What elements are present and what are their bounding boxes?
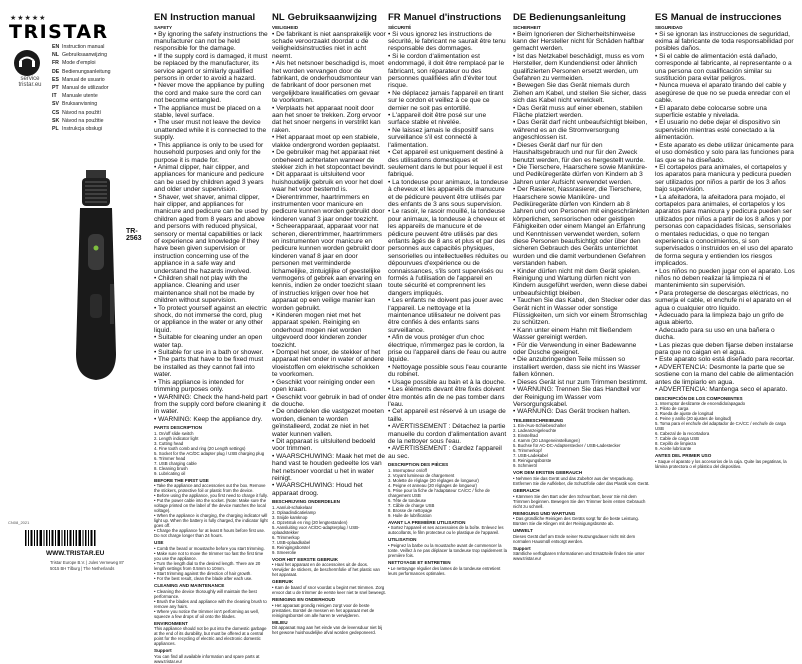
list-item: • Dieses Gerät darf nur für den Haushaltsgebrauch und nur für den Zweck benutzt werden, für den es hergestellt wurde. xyxy=(513,141,645,164)
model-number: TR-2563 xyxy=(126,228,142,242)
list-item: • Start trimming against the direction of hair growth. xyxy=(154,570,252,576)
en-before-label: BEFORE THE FIRST USE xyxy=(154,477,209,483)
de-title: Bedienungsanleitung xyxy=(529,12,626,23)
service-badge-icon xyxy=(12,48,42,78)
company-address-line1: Tristar Europe B.V. | Jules Verneweg 87 xyxy=(50,560,124,565)
language-code: CS xyxy=(52,109,60,116)
es-before-label: ANTES DEL PRIMER USO xyxy=(655,453,712,459)
nl-env-text: Dit apparaat mag aan het einde van de levensduur niet bij het gewone huishoudelijke afval worden gedeponeerd. xyxy=(272,625,383,636)
list-item: 4. Peigne et anneau (20 réglages de longueur) xyxy=(388,482,477,488)
de-cleaning-text: • Das gründliche Reinigen des Geräts sorgt für die beste Leistung. Bürsten Sie die Klingen mit der Reinigungsbürste ab. xyxy=(513,516,639,527)
language-item xyxy=(52,43,150,51)
german-column xyxy=(513,13,651,569)
nl-cleaning-text: • Het apparaat grondig reinigen zorgt voor de beste prestaties. Borstel de messen en het apparaat met de reinigingsborstel om alle haren te verwijderen. xyxy=(272,602,375,618)
manual-code: CN08_2021 xyxy=(8,520,30,525)
list-item: • Adecuado para su uso en una bañera o ducha. xyxy=(655,326,775,342)
list-item: 8. Brosse de nettoyage xyxy=(388,507,433,513)
list-item: • Ne laissez jamais le dispositif sans surveillance s'il est connecté à l'alimentation. xyxy=(388,126,494,149)
list-item: • The appliance must be placed on a stable, level surface. xyxy=(154,104,261,120)
list-item: 9. Huile de lubrification xyxy=(388,512,432,518)
list-item: • Cet appareil est uniquement destiné à des utilisations domestiques et seulement dans le but pour lequel il est fabriqué. xyxy=(388,149,504,179)
language-label: Instrukcja obsługi xyxy=(62,125,103,132)
language-code: FR xyxy=(52,60,59,67)
list-item: • Geschikt voor gebruik in bad of onder de douche. xyxy=(272,393,386,408)
list-item: 3. Cutting head xyxy=(154,440,184,446)
de-use-text: • Kämmen Sie den Bart oder den Schnurrbart, bevor Sie mit dem Trimmen beginnen. Bewegen Sie den Trimmer beim ersten Gebrauch nicht zu schnell. xyxy=(513,493,646,509)
list-item: 3. Molette de réglage (20 réglages de longueur) xyxy=(388,477,479,483)
list-item: • Die Tierschere, Haarschere sowie Maniküre- und Pediküregeräte dürfen von Kindern ab 3 Jahren unter Aufsicht verwendet werden. xyxy=(513,163,648,186)
de-before-text: • Nehmen Sie das Gerät und das Zubehör aus der Verpackung. Entfernen Sie die Aufkleber, die Schutzfolie oder das Plastik vom Gerät. xyxy=(513,475,650,486)
list-item: • Kinderen mogen niet met het apparaat spelen. Reiniging en onderhoud mogen niet worden uitgevoerd door kinderen zonder toezicht. xyxy=(272,312,367,349)
en-support-label: Support xyxy=(154,648,172,654)
nl-before-label: VOOR HET EERSTE GEBRUIK xyxy=(272,556,339,562)
language-code: DE xyxy=(52,68,60,75)
list-item: 4. Kamm (20 Längeneinstellungen) xyxy=(513,438,580,444)
language-code: SK xyxy=(52,117,60,124)
list-item: • Put the power cable into the socket. (Note: Make sure the voltage printed on the label of the device matches the local voltage). xyxy=(154,498,267,514)
list-item: • Afin de vous protéger d'un choc électrique, n'immergez pas le cordon, la prise ou l'appareil dans de l'eau ou autre liquide. xyxy=(388,334,507,364)
list-item: • WAARSCHUWING: Maak het met de hand vast te houden gedeelte los van het netsnoer voordat u het in water reinigt. xyxy=(272,452,386,482)
list-item: • Usage possible au bain et à la douche. xyxy=(388,378,506,386)
nl-use-text: • Kam de baard of snor voordat u begint met trimmen. Zorg ervoor dat u de trimmer de eerste keer niet te snel beweegt. xyxy=(272,584,386,595)
list-item: 1. Aan/uit-schakelaar xyxy=(272,504,313,510)
language-label: Gebruiksaanwijzing xyxy=(62,52,107,59)
fr-heading xyxy=(388,13,508,23)
fr-parts-label: DESCRIPTION DES PIÈCES xyxy=(388,462,449,468)
nl-use-label: GEBRUIK xyxy=(272,579,294,585)
list-item: 8. Cleaning brush xyxy=(154,465,188,471)
list-item: • Nunca mueva el aparato tirando del cable y asegúrese de que no se pueda enredar con el cable. xyxy=(655,82,790,105)
list-item: 5. Socket for the AC/DC adapter plug / USB charging plug xyxy=(154,450,265,456)
en-cleaning-label: CLEANING AND MAINTENANCE xyxy=(154,582,225,588)
nl-env-label: MILIEU xyxy=(272,619,288,625)
list-item: • La tondeuse pour animaux, la tondeuse à cheveux et les appareils de manucure et de pédicure peuvent être utilisés par des enfants de 3 ans sous supervision. xyxy=(388,178,508,208)
en-charging-list xyxy=(154,498,268,538)
language-code: EN xyxy=(52,44,60,51)
nl-safety-list xyxy=(272,31,386,498)
list-item: 2. Length indicator light xyxy=(154,435,199,441)
de-safety-label: SICHERHEIT xyxy=(513,25,541,30)
fr-title: Manuel d'instructions xyxy=(403,12,502,23)
list-item: • Children shall not play with the appliance. Cleaning and user maintenance shall not be made by children without supervision. xyxy=(154,275,255,305)
en-safety-list xyxy=(154,31,268,424)
list-item: • L'appareil doit être posé sur une surface stable et nivelée. xyxy=(388,112,487,127)
cover-panel xyxy=(0,0,152,575)
list-item: 1. On/off slide switch xyxy=(154,430,194,436)
list-item: 6. Tête de tondeuse xyxy=(388,497,427,503)
list-item: 7. USB-Ladekabel xyxy=(513,453,548,459)
nl-heading xyxy=(272,13,386,23)
beard-trimmer-image xyxy=(54,164,134,404)
de-parts-list xyxy=(513,423,651,468)
de-parts-label: TEILEBESCHREIBUNG xyxy=(513,417,564,423)
language-item xyxy=(52,125,150,133)
dutch-column xyxy=(272,12,386,636)
list-item: 8. Reinigingsborstel xyxy=(272,544,310,550)
list-item: • Das Gerät muss auf einer ebenen, stabilen Fläche platziert werden. xyxy=(513,104,643,120)
list-item: • Turn the length dial to the desired length. There are 20 length settings from 0.5mm to 10mm. xyxy=(154,560,261,571)
list-item: • Tauchen Sie das Kabel, den Stecker oder das Gerät nicht in Wasser oder sonstige Flüssigkeiten, um sich vor einem Stromschlag zu schützen. xyxy=(513,297,651,327)
list-item: • ADVERTENCIA: Desmonte la parte que se sostiene con la mano del cable de alimentación antes de limpiarlo en agua. xyxy=(655,363,794,386)
list-item: • Dompel het snoer, de stekker of het apparaat niet onder in water of andere vloeistoffen om elektrische schokken te voorkomen. xyxy=(272,349,384,379)
language-item xyxy=(52,117,150,125)
list-item: • Das Gerät darf nicht unbeaufsichtigt bleiben, während es an die Stromversorgung angeschlossen ist. xyxy=(513,119,648,142)
en-code: EN xyxy=(154,12,168,23)
list-item: 4. Opzetstuk en ring (20 lengtestanden) xyxy=(272,519,348,525)
es-safety-label: SEGURIDAD xyxy=(655,25,683,30)
nl-before-text: • Haal het apparaat en de accessoires uit de doos. Verwijder de stickers, de beschermfolie of het plastic van het apparaat. xyxy=(272,562,380,578)
list-item: 1. Ein-/Aus-Schiebeschalter xyxy=(513,423,567,429)
list-item: • WARNUNG: Das Gerät trocken halten. xyxy=(513,408,631,416)
list-item: • Los niños no pueden jugar con el aparato. Los niños no deben realizar la limpieza ni el mantenimiento sin supervisión. xyxy=(655,267,795,290)
list-item: 3. Einstellrad xyxy=(513,433,538,439)
english-column xyxy=(154,12,268,664)
language-label: Instruction manual xyxy=(62,44,105,51)
list-item: 9. Aceite lubricante xyxy=(655,446,692,452)
list-item: • Cleaning the device thoroughly will maintain the best performance. xyxy=(154,588,257,599)
list-item: • Take the appliance and accessories out the box. Remove the stickers, protective foil or plastic from the device. xyxy=(154,483,266,494)
list-item: • Les éléments devant être fixés doivent être montés afin de ne pas tomber dans l'eau. xyxy=(388,386,505,408)
list-item: • La afeitadora, la afeitadora para mojado, el cortapelos para animales, el cortapelos y los aparatos para manicura y pedicura pueden ser utilizados por niños a partir de los 8 años y por personas con capacidades físicas, sensoriales o mentales reducidas, o que no tengan experiencia o conocimientos, si son supervisados o instruidos en el uso del aparato de forma segura y entienden los riesgos implicados. xyxy=(655,193,793,268)
list-item: 9. Schmieröl xyxy=(513,463,537,469)
list-item: 8. Cepillo de limpieza xyxy=(655,441,696,447)
language-item xyxy=(52,76,150,84)
en-parts-label: PARTS DESCRIPTION xyxy=(154,425,202,431)
list-item: 6. Trimmerkopf xyxy=(513,448,542,454)
de-heading xyxy=(513,13,651,23)
list-item: • Het apparaat moet op een stabiele, vlakke ondergrond worden geplaatst. xyxy=(272,134,381,149)
language-label: Mode d'emploi xyxy=(62,60,96,67)
list-item: 7. Cable de carga USB xyxy=(655,436,699,442)
list-item: • Este aparato es debe utilizar únicamente para el uso doméstico y solo para las funciones para las que se ha diseñado. xyxy=(655,141,794,164)
list-item: • Charge the appliance for at least 8 hours before first use. Do not charge longer than 24 hours. xyxy=(154,528,266,539)
fr-code: FR xyxy=(388,12,401,23)
list-item: 4. Fine tooth comb and ring (20 Length settings) xyxy=(154,445,246,451)
nl-code: NL xyxy=(272,12,285,23)
list-item: • Als het netsnoer beschadigd is, moet het worden vervangen door de fabrikant, de onderhoudsmonteur van de fabrikant of door personen met vergelijkbare kwalificaties om gevaar te voorkomen. xyxy=(272,60,384,105)
language-item xyxy=(52,84,150,92)
list-item: • Make sure not to move the trimmer too fast the first time you use the appliance. xyxy=(154,550,264,561)
language-item xyxy=(52,109,150,117)
fr-cleaning-text: • Le nettoyage régulier des lames de la tondeuse entretient leurs performances optimales. xyxy=(388,565,501,576)
fr-safety-list xyxy=(388,31,508,461)
es-safety-list xyxy=(655,31,795,394)
list-item: 9. Lubricating oil xyxy=(154,470,186,476)
en-title: Instruction manual xyxy=(170,12,256,23)
list-item: • El usuario no debe dejar el dispositivo sin supervisión mientras esté conectado a la alimentación. xyxy=(655,119,781,142)
list-item: • Este aparato solo está diseñado para recortar. xyxy=(655,356,795,364)
fr-parts-list xyxy=(388,468,508,518)
list-item: • Dieses Gerät ist nur zum Trimmen bestimmt. xyxy=(513,378,648,386)
fr-safety-label: SÉCURITÉ xyxy=(388,25,412,30)
company-address-line2: 5015 BH Tilburg | The Netherlands xyxy=(50,566,115,571)
list-item: • Never move the appliance by pulling the cord and make sure the cord can not become entangled. xyxy=(154,82,265,105)
list-item: • Ist das Netzkabel beschädigt, muss es vom Hersteller, dem Kundendienst oder ähnlich qualifizierten Personen ersetzt werden, um Gefahren zu vermeiden. xyxy=(513,52,644,83)
fr-cleaning-label: NETTOYAGE ET ENTRETIEN xyxy=(388,559,451,565)
list-item: • Para protegerse de descargas eléctricas, no sumerja el cable, el enchufe ni el aparato en el agua o cualquier otro líquido. xyxy=(655,289,792,312)
list-item: • Si le cordon d'alimentation est endommagé, il doit être remplacé par le fabricant, son réparateur ou des personnes qualifiées afin d'éviter tout risque. xyxy=(388,52,505,90)
list-item: • Der Rasierer, Nassrasierer, die Tierschere, Haarschere sowie Maniküre- und Pediküregeräte dürfen von Kindern ab 8 Jahren und von Personen mit eingeschränkten körperlichen, sensorischen oder geistigen Fähigkeiten oder einem Mangel an Erfahrung und Kenntnissen verwendet werden, sofern diese Personen beaufsichtigt oder über den sicheren Gebrauch des Geräts unterrichtet wurden und die damit verbundenen Gefahren verstanden haben. xyxy=(513,186,650,268)
en-heading xyxy=(154,13,268,23)
list-item: • Dierentrimmer, haartrimmers en instrumenten voor manicure en pedicure kunnen worden gebruikt door kinderen vanaf 3 jaar onder toezicht. xyxy=(272,193,385,223)
nl-cleaning-label: REINIGING EN ONDERHOUD xyxy=(272,596,336,602)
de-before-label: VOR DEM ERSTEN GEBRAUCH xyxy=(513,470,583,476)
es-before-text: • Saque el aparato y los accesorios de la caja. Quite las pegatinas, la lámina protectora o el plástico del dispositivo. xyxy=(655,458,787,469)
list-item: • For the best result, clean the blade after each use. xyxy=(154,575,253,581)
list-item: 4. Peine y anillo (20 ajustes de longitud) xyxy=(655,416,732,422)
list-item: • To protect yourself against an electric shock, do not immerse the cord, plug or appliance in the water or any other liquid. xyxy=(154,304,267,334)
language-item xyxy=(52,59,150,67)
de-cleaning-label: REINIGUNG UND WARTUNG xyxy=(513,510,576,516)
en-parts-list xyxy=(154,431,268,476)
list-item: 5. Buchse für AC-DC-Adapterstecker / USB-Ladestecker xyxy=(513,443,621,449)
list-item: • Cet appareil est réservé à un usage de taille. xyxy=(388,408,506,423)
list-item: • This appliance is intended for trimming purposes only. xyxy=(154,378,244,394)
list-item: • Bewegen Sie das Gerät niemals durch Ziehen am Kabel, und stellen Sie sicher, dass sich das Kabel nicht verwickelt. xyxy=(513,82,647,105)
language-label: Manual de utilizador xyxy=(62,85,109,92)
list-item: • Adecuado para la limpieza bajo un grifo de agua abierto. xyxy=(655,312,784,327)
language-item xyxy=(52,68,150,76)
list-item: • Where you notice the trimmer isn't performing as well, squeeze a few drops of oil onto the blades. xyxy=(154,608,260,619)
en-support-text: You can find all available information and spare parts at www.tristar.eu! xyxy=(154,653,260,664)
language-label: Manual de usuario xyxy=(62,76,105,83)
de-code: DE xyxy=(513,12,527,23)
list-item: • De onderdelen die vastgezet moeten worden, dienen te worden geïnstalleerd, zodat ze niet in het water kunnen vallen. xyxy=(272,408,384,438)
list-item: 5. Toma para el enchufe del adaptador de CA/CC / enchufe de carga USB xyxy=(655,421,786,432)
list-item: • Kann unter einem Hahn mit fließendem Wasser gereinigt werden. xyxy=(513,326,632,342)
fr-before-label: AVANT LA PREMIÈRE UTILISATION xyxy=(388,519,466,525)
list-item: • Suitable for cleaning under an open water tap. xyxy=(154,334,263,349)
fr-before-text: • Sortez l'appareil et ses accessoires de la boîte. Enlevez les autocollants, le film protecteur ou le plastique de l'appareil. xyxy=(388,525,504,536)
language-code: PT xyxy=(52,85,59,92)
list-item: 6. Trimmer head xyxy=(154,455,186,461)
nl-parts-label: BESCHRIJVING ONDERDELEN xyxy=(272,499,340,505)
list-item: • AVERTISSEMENT : Gardez l'appareil au sec. xyxy=(388,445,502,460)
language-code: SV xyxy=(52,101,59,108)
es-title: Manual de instrucciones xyxy=(670,12,782,23)
language-label: Návod na použití xyxy=(62,109,101,116)
nl-safety-label: VEILIGHEID xyxy=(272,25,299,30)
list-item: • Ne déplacez jamais l'appareil en tirant sur le cordon et veillez à ce que ce dernier ne soit pas entortillé. xyxy=(388,89,504,112)
list-item: • By ignoring the safety instructions the manufacturer can not be held responsible for the damage. xyxy=(154,30,268,53)
nl-parts-list xyxy=(272,505,386,555)
en-cleaning-list xyxy=(154,589,268,619)
brand-stars: ★★★★★ xyxy=(10,15,47,22)
list-item: 5. Prise pour la fiche de l'adaptateur CA/CC / fiche de chargement USB xyxy=(388,487,490,498)
list-item: • Beim Ignorieren der Sicherheitshinweise kann der Hersteller nicht für Schäden haftbar gemacht werden. xyxy=(513,30,645,53)
list-item: 7. Câble de charge USB xyxy=(388,502,435,508)
list-item: • Geschikt voor reiniging onder een open kraan. xyxy=(272,378,375,394)
de-support-text: Sämtliche verfügbaren Informationen und Ersatzteile finden Sie unter www.tristar.eu! xyxy=(513,551,645,562)
language-item xyxy=(52,51,150,59)
en-env-label: ENVIRONMENT xyxy=(154,620,188,626)
list-item: • Nettoyage possible sous l'eau courante du robinet. xyxy=(388,363,508,379)
language-code: PL xyxy=(52,125,59,132)
spanish-column xyxy=(655,13,795,569)
list-item: 5. Aansluiting voor AC/DC-adapterplug / USB-oplaadstekker xyxy=(272,524,360,535)
list-item: • Les enfants ne doivent pas jouer avec l'appareil. Le nettoyage et la maintenance utilisateur ne doivent pas être confiés à des enfants sans surveillance. xyxy=(388,297,504,334)
en-before-list xyxy=(154,483,268,498)
list-item: • El cortapelos para animales, el cortapelos y los aparatos para manicura y pedicura pueden ser utilizados por niños a partir de los 3 años bajo supervisión. xyxy=(655,163,791,194)
en-use-list xyxy=(154,546,268,581)
list-item: 8. Reinigungsbürste xyxy=(513,458,552,464)
language-code: NL xyxy=(52,52,59,59)
barcode-image xyxy=(25,530,97,546)
list-item: 2. Piloto de carga xyxy=(655,406,689,412)
de-env-text: Dieses Gerät darf am Ende seiner Nutzungsdauer nicht mit dem normalen Hausmüll entsorgt werden. xyxy=(513,533,636,544)
list-item: 7. USB-oplaadkabel xyxy=(272,539,311,545)
list-item: • De fabrikant is niet aansprakelijk voor schade veroorzaakt doordat u de veiligheidsinstructies niet in acht neemt. xyxy=(272,30,386,60)
list-item: • Shaver, wet shaver, animal clipper, hair clipper, and appliances for manicure and pedicure can be used by children aged from 8 years and above and persons with reduced physical, sensory or mental capabilities or lack of experience and knowledge if they have been given supervision or instruction concerning use of the appliance in a safe way and understand the hazards involved. xyxy=(154,193,268,275)
de-safety-list xyxy=(513,31,651,416)
list-item: • De gebruiker mag het apparaat niet onbeheerd achterlaten wanneer de stekker zich in het stopcontact bevindt. xyxy=(272,149,386,171)
es-parts-label: DESCRIPCIÓN DE LOS COMPONENTES xyxy=(655,395,743,401)
list-item: • Si vous ignorez les instructions de sécurité, le fabricant ne saurait être tenu responsable des dommages. xyxy=(388,30,506,53)
list-item: • This appliance is only to be used for household purposes and only for the purpose it is made for. xyxy=(154,141,264,164)
list-item: • If the supply cord is damaged, it must be replaced by the manufacturer, its service agent or similarly qualified persons in order to avoid a hazard. xyxy=(154,52,268,83)
nl-title: Gebruiksaanwijzing xyxy=(287,12,377,23)
fr-use-label: UTILISATION xyxy=(388,537,417,543)
language-label: Bedienungsanleitung xyxy=(62,68,111,75)
list-item: 3. Rueda de ajuste de longitud xyxy=(655,411,714,417)
list-item: • When the appliance is charging, the charging indicator will light up. When the battery is fully charged, the indicator light goes off. xyxy=(154,513,268,529)
list-item: • Le rasoir, le rasoir mouillé, la tondeuse pour animaux, la tondeuse à cheveux et les appareils de manucure et de pédicure peuvent être utilisés par des enfants âgés de 8 ans et plus et par des personnes aux capacités physiques, sensorielles ou intellectuelles réduites ou dépourvues d'expérience ou de connaissances, s'ils sont supervisés ou formés à l'utilisation de l'appareil en toute sécurité et comprennent les dangers impliqués. xyxy=(388,208,508,297)
list-item: • Before using the appliance, you first need to charge it fully. xyxy=(154,493,268,499)
list-item: • Animal clipper, hair clipper, and appliances for manicure and pedicure can be used by children aged 3 years and older under supervision. xyxy=(154,163,264,194)
language-item xyxy=(52,100,150,108)
list-item: • Brush the blades and appliance with the cleaning brush to remove any hairs. xyxy=(154,598,267,609)
list-item: 2. Ladeanzeigeleuchte xyxy=(513,428,557,434)
language-code: ES xyxy=(52,76,59,83)
list-item: 9. Smeerolie xyxy=(272,549,297,555)
list-item: • Dit apparaat is uitsluitend bedoeld voor trimmen. xyxy=(272,437,376,453)
list-item: • WARNING: Check the hand-held part from the supply cord before cleaning it in water. xyxy=(154,393,268,416)
list-item: • WARNING: Keep the appliance dry. xyxy=(154,415,263,423)
list-item: • WARNUNG: Trennen Sie das Handteil vor der Reinigung im Wasser vom Versorgungskabel. xyxy=(513,386,641,408)
list-item: • Dit apparaat is uitsluitend voor huishoudelijk gebruik en voor het doel waar het voor bestemd is. xyxy=(272,171,383,194)
service-label: service tristar.eu xyxy=(18,76,42,88)
list-item: • Für die Verwendung in einer Badewanne oder Dusche geeignet. xyxy=(513,341,637,357)
en-safety-label: SAFETY xyxy=(154,25,173,30)
list-item: • ADVERTENCIA: Mantenga seco el aparato. xyxy=(655,386,788,394)
list-item: 6. Cabezal de la recortadora xyxy=(655,431,710,437)
list-item: 1. Interruptor deslizante de encendido/apagado xyxy=(655,401,746,407)
language-label: Bruksanvisning xyxy=(62,101,98,108)
list-item: • Die anzubringenden Teile müssen so installiert werden, dass sie nicht ins Wasser fallen können. xyxy=(513,356,641,379)
list-item: 2. Voyant lumineux de chargement xyxy=(388,472,455,478)
list-item: • AVERTISSEMENT : Détachez la partie manuelle du cordon d'alimentation avant de la nettoyer sous l'eau. xyxy=(388,423,507,445)
list-item: • Kinder dürfen nicht mit dem Gerät spielen. Reinigung und Wartung dürfen nicht von Kindern ausgeführt werden, wenn diese dabei unbeaufsichtigt bleiben. xyxy=(513,267,648,297)
list-item: • The user must not leave the device unattended while it is connected to the supply. xyxy=(154,119,267,142)
de-support-label: Support xyxy=(513,545,531,551)
language-item xyxy=(52,92,150,100)
list-item: 6. Trimmerkop xyxy=(272,534,300,540)
fr-use-text: • Peignez la barbe ou la moustache avant de commencer la tonte. Veillez à ne pas déplacer la tondeuse trop rapidement la première fois. xyxy=(388,542,507,558)
es-parts-list xyxy=(655,401,795,451)
es-heading xyxy=(655,13,795,23)
en-use-label: USE xyxy=(154,540,164,546)
list-item: • Verplaats het apparaat nooit door aan het snoer te trekken. Zorg ervoor dat het snoer nergens in verstrikt kan raken. xyxy=(272,104,381,134)
list-item: • Si se ignoran las instrucciones de seguridad, exima al fabricante de toda responsabilidad por posibles daños. xyxy=(655,30,794,53)
list-item: • Si el cable de alimentación está dañado, corresponde al fabricante, al representante o a una persona con cualificación similar su sustitución para evitar peligros. xyxy=(655,52,792,83)
language-label: Manuale utente xyxy=(62,93,98,100)
list-item: 7. USB charging cable xyxy=(154,460,197,466)
de-use-label: GEBRAUCH xyxy=(513,487,540,493)
list-item: • El aparato debe colocarse sobre una superficie estable y nivelada. xyxy=(655,104,767,120)
list-item: • Suitable for use in a bath or shower. xyxy=(154,349,264,357)
french-column xyxy=(388,12,508,576)
language-code: IT xyxy=(52,93,57,100)
brand-logo: TRISTAR xyxy=(9,21,109,43)
list-item: 1. Interrupteur on/off xyxy=(388,467,427,473)
list-item: 2. Oplaadindicatielamp xyxy=(272,509,316,515)
es-code: ES xyxy=(655,12,668,23)
list-item: 3. Snijde kamknop xyxy=(272,514,308,520)
language-list xyxy=(52,43,150,133)
en-env-text: This appliance should not be put into the domestic garbage at the end of its durability, but must be offered at a central point for the recycling of electric and electronic domestic appliances. xyxy=(154,626,267,647)
website-text: WWW.TRISTAR.EU xyxy=(46,550,105,557)
list-item: • Comb the beard or moustache before you start trimming. xyxy=(154,545,265,551)
list-item: • WAARSCHUWING: Houd het apparaat droog. xyxy=(272,482,363,497)
language-label: Návod na použitie xyxy=(62,117,104,124)
list-item: • Scheerapparaat, apparaat voor nat scheren, dierentrimmer, haartrimmers en instrumenten voor manicure en pedicure kunnen worden gebruikt door kinderen vanaf 8 jaar en door personen met verminderde lichamelijke, zintuiglijke of geestelijke vermogens of gebrek aan ervaring en kennis, indien ze onder toezicht staan of instructies krijgen over hoe het apparaat op een veilige manier kan worden gebruikt. xyxy=(272,223,385,312)
de-env-label: UMWELT xyxy=(513,528,533,534)
list-item: • The parts that have to be fixed must be installed as they cannot fall into water. xyxy=(154,356,264,379)
list-item: • Las piezas que deben fijarse deben instalarse para que no caigan en el agua. xyxy=(655,341,794,357)
